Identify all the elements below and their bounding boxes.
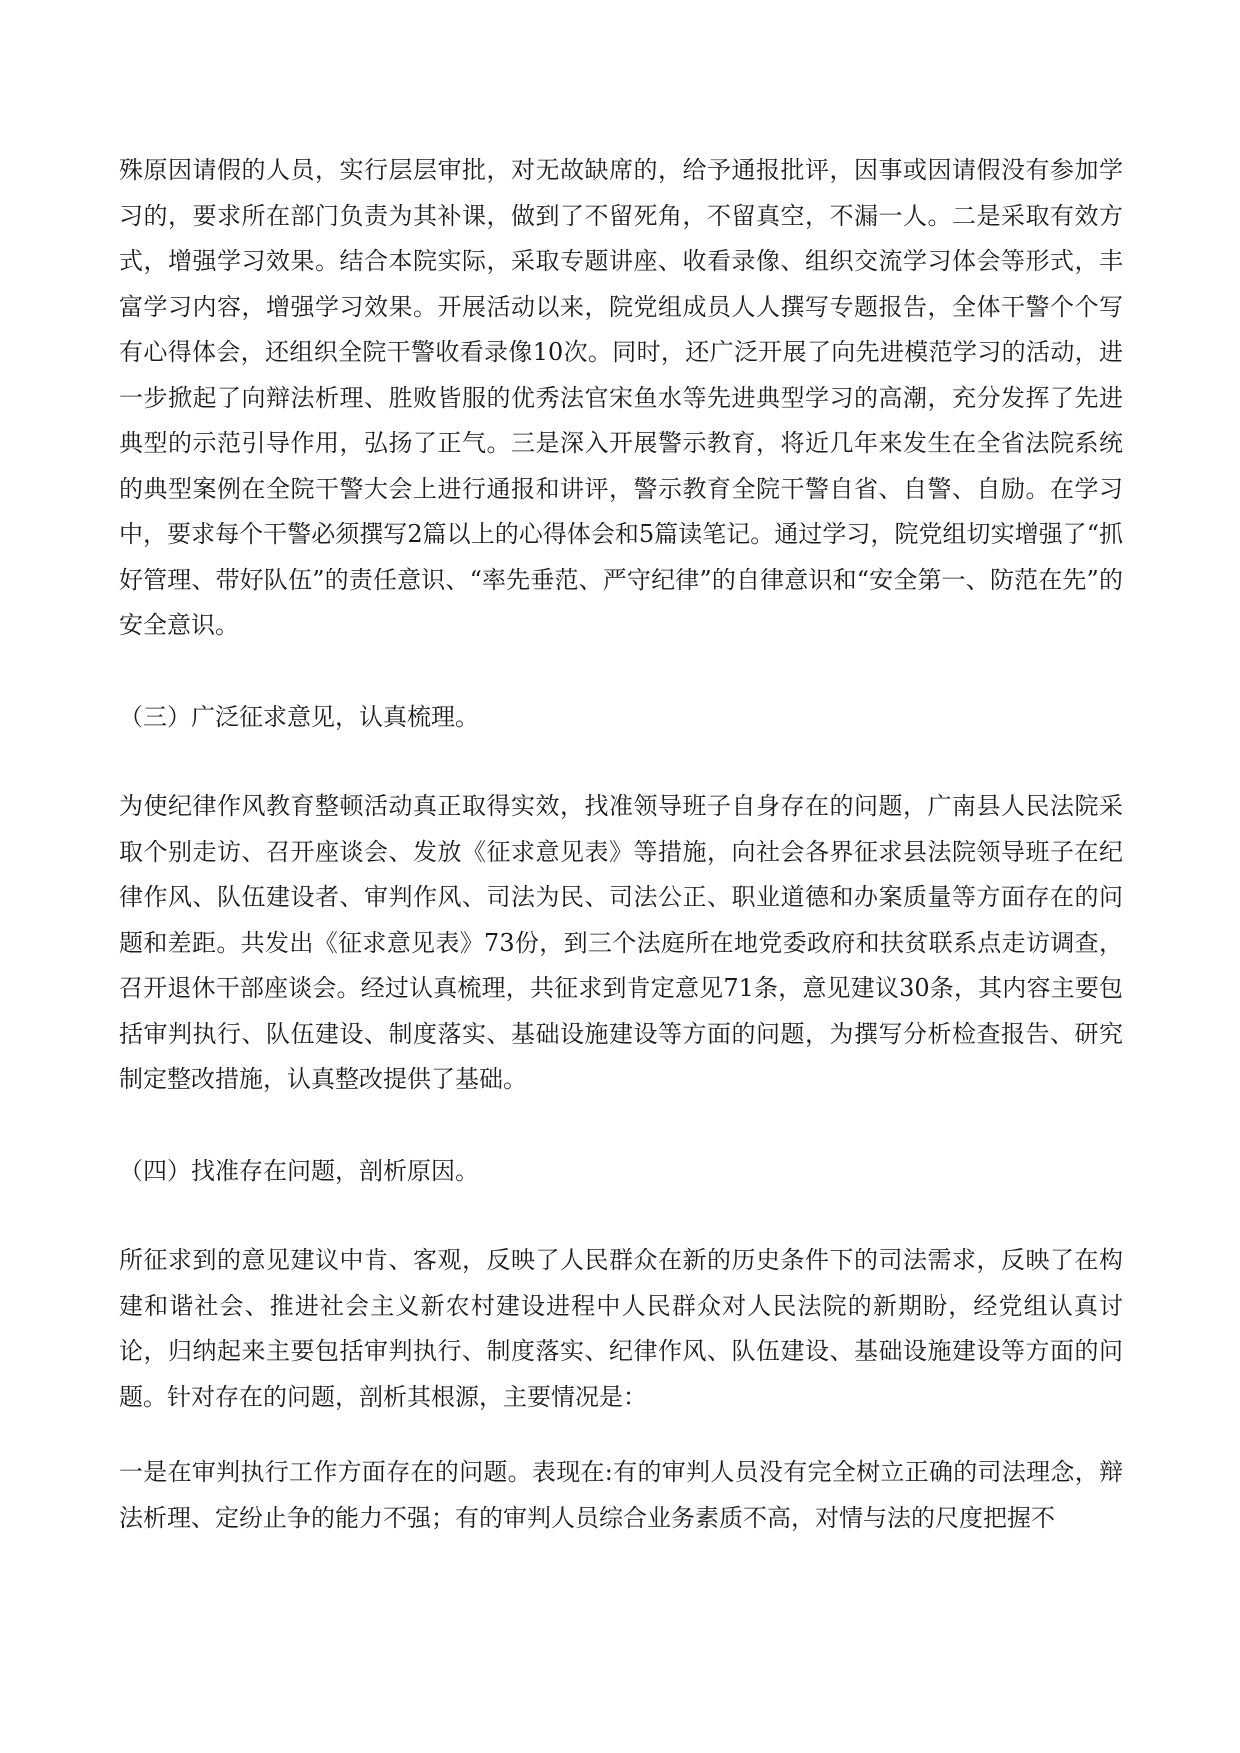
paragraph-spacer (119, 740, 1123, 784)
paragraph-spacer (119, 1194, 1123, 1238)
section-heading-3: （三）广泛征求意见，认真梳理。 (119, 702, 479, 731)
paragraph-spacer (119, 1420, 1123, 1450)
paragraph-solicit-opinions: 为使纪律作风教育整顿活动真正取得实效，找准领导班子自身存在的问题，广南县人民法院采取个别走访、召开座谈会、发放《征求意见表》等措施，向社会各界征求县法院领导班子在纪律作风、队伍建设者、审判作风、司法为民、司法公正、职业道德和办案质量等方面存在的问题和差距。共发出《征求意见表》73份，到三个法庭所在地党委政府和扶贫联系点走访调查，召开退休干部座谈会。经过认真梳理，共征求到肯定意见71条，意见建议30条，其内容主要包括审判执行、队伍建设、制度落实、基础设施建设等方面的问题，为撰写分析检查报告、研究制定整改措施，认真整改提供了基础。 (119, 792, 1123, 1093)
paragraph-study-measures: 殊原因请假的人员，实行层层审批，对无故缺席的，给予通报批评，因事或因请假没有参加学习的，要求所在部门负责为其补课，做到了不留死角，不留真空，不漏一人。二是采取有效方式，增强学习效果。结合本院实际，采取专题讲座、收看录像、组织交流学习体会等形式，丰富学习内容，增强学习效果。开展活动以来，院党组成员人人撰写专题报告，全体干警个个写有心得体会，还组织全院干警收看录像10次。同时，还广泛开展了向先进模范学习的活动，进一步掀起了向辩法析理、胜败皆服的优秀法官宋鱼水等先进典型学习的高潮，充分发挥了先进典型的示范引导作用，弘扬了正气。三是深入开展警示教育，将近几年来发生在全省法院系统的典型案例在全院干警大会上进行通报和讲评，警示教育全院干警自省、自警、自励。在学习中，要求每个干警必须撰写2篇以上的心得体会和5篇读笔记。通过学习，院党组切实增强了“抓好管理、带好队伍”的责任意识、“率先垂范、严守纪律”的自律意识和“安全第一、防范在先”的安全意识。 (119, 156, 1123, 639)
paragraph-spacer (119, 649, 1123, 695)
section-heading-4: （四）找准存在问题，剖析原因。 (119, 1156, 479, 1185)
paragraph-trial-issues: 一是在审判执行工作方面存在的问题。表现在:有的审判人员没有完全树立正确的司法理念，辩法析理、定纷止争的能力不强；有的审判人员综合业务素质不高，对情与法的尺度把握不 (119, 1458, 1123, 1532)
paragraph-spacer (119, 1103, 1123, 1149)
document-body (119, 148, 1123, 1541)
paragraph-analysis: 所征求到的意见建议中肯、客观，反映了人民群众在新的历史条件下的司法需求，反映了在构建和谐社会、推进社会主义新农村建设进程中人民群众对人民法院的新期盼，经党组认真讨论，归纳起来主要包括审判执行、制度落实、纪律作风、队伍建设、基础设施建设等方面的问题。针对存在的问题，剖析其根源，主要情况是： (119, 1246, 1123, 1411)
